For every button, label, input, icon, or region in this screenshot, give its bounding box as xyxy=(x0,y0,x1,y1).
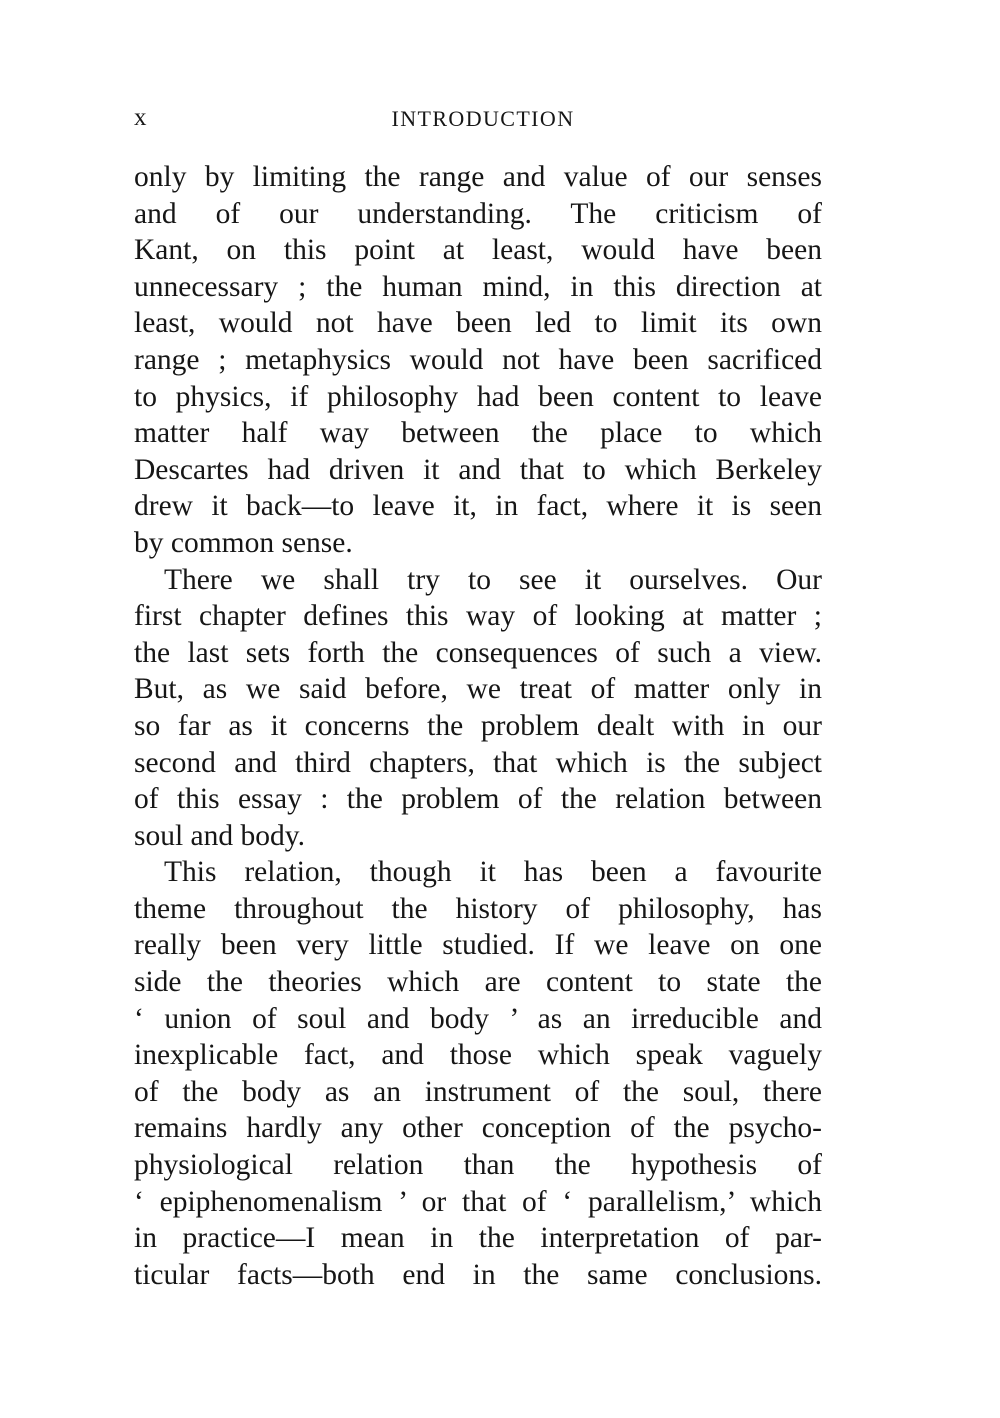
text-line: Descartes had driven it and that to which Berkeley xyxy=(134,453,822,486)
text-line: side the theories which are content to state the xyxy=(134,966,822,999)
text-line: theme throughout the history of philosophy, has xyxy=(134,892,822,925)
text-line: in practice—I mean in the interpretation of par- xyxy=(134,1222,822,1255)
text-line: least, would not have been led to limit its own xyxy=(134,307,822,340)
text-line: range ; metaphysics would not have been sacrificed xyxy=(134,343,822,376)
text-line: of the body as an instrument of the soul, there xyxy=(134,1075,822,1108)
text-line: soul and body. xyxy=(134,819,305,852)
body-text xyxy=(134,159,822,1293)
text-line: of this essay : the problem of the relation between xyxy=(134,783,822,816)
text-line: only by limiting the range and value of our senses xyxy=(134,161,822,193)
page-number: x xyxy=(134,104,148,131)
text-line: remains hardly any other conception of the psycho- xyxy=(134,1112,822,1145)
paragraph xyxy=(134,159,822,562)
running-head xyxy=(134,104,822,138)
text-line: ticular facts—both end in the same conclusions. xyxy=(134,1258,822,1291)
text-line: But, as we said before, we treat of matter only in xyxy=(134,673,822,706)
text-line: ‘ epiphenomenalism ’ or that of ‘ parallelism,’ which xyxy=(134,1185,822,1218)
text-line: first chapter defines this way of looking at matter ; xyxy=(134,600,822,633)
text-line: ‘ union of soul and body ’ as an irreducible and xyxy=(134,1002,822,1035)
paragraph xyxy=(134,854,822,1293)
text-line: matter half way between the place to which xyxy=(134,417,822,450)
text-line: and of our understanding. The criticism of xyxy=(134,197,822,230)
text-line: really been very little studied. If we leave on one xyxy=(134,929,822,962)
text-line: This relation, though it has been a favourite xyxy=(164,856,822,889)
text-line: physiological relation than the hypothesis of xyxy=(134,1149,822,1182)
paragraph xyxy=(134,562,822,855)
text-line: to physics, if philosophy had been content to leave xyxy=(134,380,822,413)
text-line: drew it back—to leave it, in fact, where it is seen xyxy=(134,490,822,523)
text-line: inexplicable fact, and those which speak vaguely xyxy=(134,1039,822,1072)
text-line: unnecessary ; the human mind, in this direction at xyxy=(134,270,822,303)
text-line: by common sense. xyxy=(134,526,353,559)
text-line: second and third chapters, that which is the subject xyxy=(134,746,822,779)
text-line: Kant, on this point at least, would have been xyxy=(134,234,822,267)
chapter-title: INTRODUCTION xyxy=(391,106,575,131)
text-line: so far as it concerns the problem dealt with in our xyxy=(134,709,822,742)
text-line: There we shall try to see it ourselves. Our xyxy=(164,563,822,596)
text-line: the last sets forth the consequences of such a view. xyxy=(134,636,822,669)
